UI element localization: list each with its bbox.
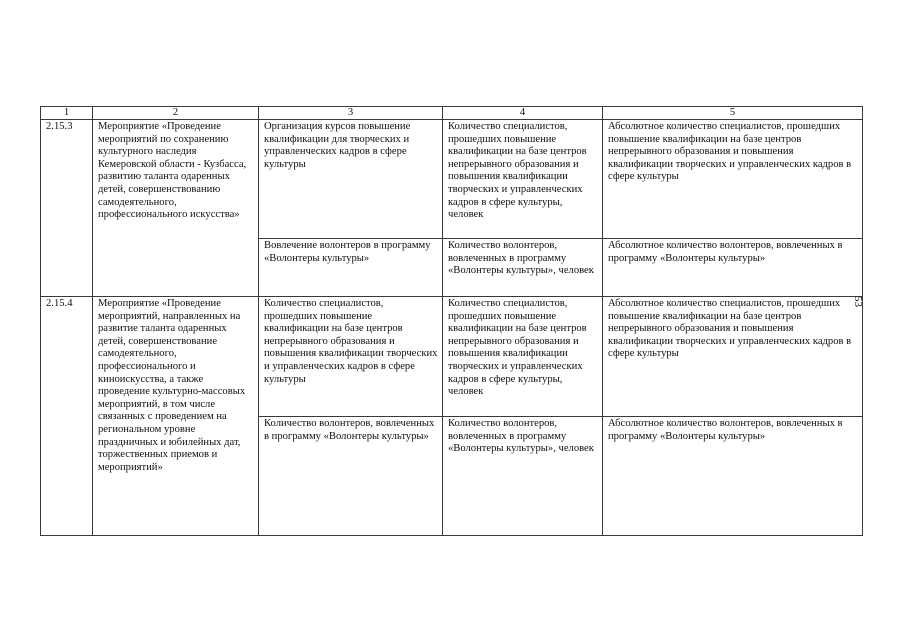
header-cell-4: 4	[443, 107, 603, 120]
event-cell: Мероприятие «Проведение мероприятий, направленных на развитие таланта одаренных детей, совершенствование самодеятельного, профессионального и киноискусства, а также проведение культурно-массовых мероприятий, в том числе связанных с проведением на региональном уровне праздничных и юбилейных дат, торжественных приемов и мероприятий»	[93, 297, 259, 536]
header-cell-3: 3	[259, 107, 443, 120]
table-header-row	[41, 107, 863, 120]
activity-cell: Количество волонтеров, вовлеченных в программу «Волонтеры культуры»	[259, 417, 443, 536]
indicator-cell: Количество волонтеров, вовлеченных в программу «Волонтеры культуры», человек	[443, 239, 603, 297]
indicator-cell: Количество специалистов, прошедших повышение квалификации на базе центров непрерывного образования и повышения квалификации творческих и управленческих кадров в сфере культуры, человек	[443, 120, 603, 239]
header-cell-5: 5	[603, 107, 863, 120]
header-cell-1: 1	[41, 107, 93, 120]
definition-cell: Абсолютное количество волонтеров, вовлеченных в программу «Волонтеры культуры»	[603, 417, 863, 536]
definition-cell: Абсолютное количество волонтеров, вовлеченных в программу «Волонтеры культуры»	[603, 239, 863, 297]
page-number: 53	[852, 296, 864, 307]
row-number-cell: 2.15.3	[41, 120, 93, 297]
definition-cell: Абсолютное количество специалистов, прошедших повышение квалификации на базе центров непрерывного образования и повышения квалификации творческих и управленческих кадров в сфере культуры	[603, 120, 863, 239]
indicator-cell: Количество специалистов, прошедших повышение квалификации на базе центров непрерывного образования и повышения квалификации творческих и управленческих кадров в сфере культуры, человек	[443, 297, 603, 417]
activity-cell: Количество специалистов, прошедших повышение квалификации на базе центров непрерывного образования и повышения квалификации творческих и управленческих кадров в сфере культуры	[259, 297, 443, 417]
table-row	[41, 120, 863, 239]
activity-cell: Организация курсов повышение квалификации для творческих и управленческих кадров в сфере культуры	[259, 120, 443, 239]
definition-cell: Абсолютное количество специалистов, прошедших повышение квалификации на базе центров непрерывного образования и повышения квалификации творческих и управленческих кадров в сфере культуры	[603, 297, 863, 417]
indicators-table	[40, 106, 863, 536]
table-row	[41, 297, 863, 417]
header-cell-2: 2	[93, 107, 259, 120]
indicator-cell: Количество волонтеров, вовлеченных в программу «Волонтеры культуры», человек	[443, 417, 603, 536]
activity-cell: Вовлечение волонтеров в программу «Волонтеры культуры»	[259, 239, 443, 297]
row-number-cell: 2.15.4	[41, 297, 93, 536]
event-cell: Мероприятие «Проведение мероприятий по сохранению культурного наследия Кемеровской области - Кузбасса, развитию таланта одаренных детей, совершенствованию самодеятельного, профессионального искусства»	[93, 120, 259, 297]
